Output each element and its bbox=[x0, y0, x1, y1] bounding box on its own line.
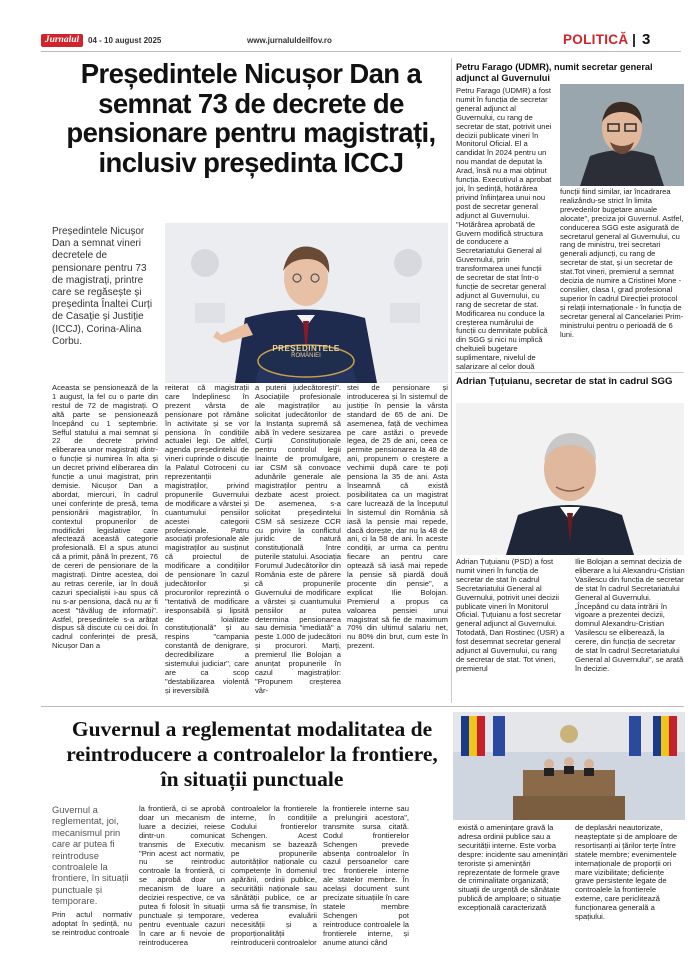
masthead-rule bbox=[41, 51, 681, 52]
tutuianu-photo bbox=[456, 403, 684, 555]
article-separator bbox=[41, 706, 684, 707]
masthead bbox=[0, 0, 696, 48]
second-headline: Guvernul a reglementat modalitatea de reintroducere a controalelor la frontiere, în situații punctuale bbox=[66, 717, 438, 791]
main-col-1: Aceasta se pensionează de la 1 august, la fel cu o parte din restul de 72 de magistrați. O altă parte se pensionează începând cu 1 septembrie. Sefful statului a mai semnat și 22 de decrete privind eliberarea unor magistrați dintr-o funcție și numirea în alta și un decret privind eliberarea din funcție a unui magistrat, prin demisie. Nicușor Dan a abordat, miercuri, în cadrul unei conferințe de presă, tema pensionării magistraților, în contextul propunerilor de modificări legislative care afectează această categorie profesională. El a spus atunci că a primit, până în prezent, 76 de cereri de pensionare de la magistrați. Dintre acestea, doi au retras cererile, iar în două cazuri specialiștii i-au spus că nu s-ar pensiona, dacă nu ar fi acest "tăvălug de informații". Astfel, președintele s-a arătat dispus să discute cu cei doi. În cadrul conferinței de presă, Nicușor Dan a bbox=[52, 383, 158, 651]
issue-date: 04 - 10 august 2025 bbox=[88, 36, 162, 45]
site-url[interactable]: www.jurnaluldeilfov.ro bbox=[247, 36, 332, 45]
farago-portrait bbox=[560, 84, 684, 186]
second-col-3: controalelor la frontierele interne, în condițiile Codului frontierelor Schengen. Acest mecanism se bazează pe propunerile autorităților naționale cu competențe în domeniul apărării, ordinii publice, securității naționale sau sănătății publice, ce ar urma să fie transmise, în vederea evaluării necesității și a proporționalității reintroducerii controalelor bbox=[231, 804, 317, 947]
logo-text: Jurnalul bbox=[44, 35, 80, 45]
second-col-5: există o amenințare gravă la adresa ordinii publice sau a securității interne. Este vorba despre: incidente sau amenințări teroriste și amenințări reprezentate de formele grave de criminalitate organizată; situații de urgență de sănătate publică de amploare; o situație excepțională caracterizată bbox=[458, 823, 568, 913]
main-lead: Președintele Nicușor Dan a semnat vineri decretele de pensionare pentru 73 de magistrați, printre care se regăsește și președinta Înaltei Curți de Casație și Justiție (ICCJ), Corina-Alina Corbu. bbox=[52, 226, 153, 347]
section-label: POLITICĂ bbox=[563, 32, 629, 47]
government-meeting-illustration bbox=[453, 712, 685, 820]
sidebar-1-title: Petru Farago (UDMR), numit secretar general adjunct al Guvernului bbox=[456, 62, 653, 83]
masthead-logo[interactable] bbox=[41, 34, 83, 47]
second-col-2: la frontieră, ci se aprobă doar un mecanism de luare a deciziei, reiese dintr-un comunicat transmis de Executiv. "Prin acest act normativ, nu se reintroduc controale la frontieră, ci se aprobă doar un mecanism de luare a deciziei respective, ce va putea fi folosit în situații punctuale și temporare, pentru eventuale cazuri în care ar fi nevoie de reintroducerea bbox=[139, 804, 225, 947]
main-col-3: a puterii judecătorești". Asociațiile profesionale ale magistraților au solicitat judecătorilor de la Instanța supremă să aibă în vedere sesizarea Curții Constituționale pentru controlul legii înainte de promulgare, iar CSM să convoace adunările generale ale magistraților pentru a dezbate acest proiect. De asemenea, s-a solicitat președintelui CSM să sesizeze CCR cu privire la conflictul juridic de natură constituțională între puterile statului. Asociația Forumul Judecătorilor din România este de părere că propunerile Guvernului de modificare a vârstei și cuantumului pensiilor ar putea determina pensionarea sau demisia "imediată" a peste 1.000 de judecători și procurori. Marți, premierul Ilie Bolojan a anunțat propunerile în cazul magistraților: "Propunem creșterea vâr- bbox=[255, 383, 341, 695]
second-lead: Guvernul a reglementat, joi, mecanismul prin care ar putea fi reintroduse controalele la frontiere, în situații punctuale și temporare. bbox=[52, 804, 129, 907]
sidebar-2-col-left: Adrian Țuțuianu (PSD) a fost numit vineri în funcția de secretar de stat în cadrul Secretariatului General al Guvernului, potrivit unei decizii publicate vineri în Monitorul Oficial. Țuțuianu a fost secretar general adjunct al Guvernului. Totodată, Dan Rostinec (USR) a fost desemnat secretar general adjunct al Guvernului, cu rang de secretar de stat. Tot vineri, premierul bbox=[456, 557, 565, 673]
main-photo bbox=[165, 223, 448, 383]
main-col-4: stei de pensionare și introducerea și în sistemul de justiție în pensie la vârsta standard de 65 de ani. De asemenea, față de vechimea pe care astăzi o prevede legea, de 25 de ani, ceea ce permite pensionarea la 48 de ani, propunem o creștere a vechimii după care te poți pensiona la 35 de ani. Asta înseamnă că există posibilitatea ca un magistrat care lucrează de la începutul în sistemul din România să iasă la pensie mai repede, dacă dorește, dar nu la 48 de ani, ci la 58 de ani. În aceste condiții, ar urma ca pentru fiecare an pentru care optează să iasă mai repede la pensie să piardă două procente din pensie", a explicat Ilie Bolojan. Premierul a propus ca valoarea pensiei unui magistrat să fie de maximum 70% din ultimul salariu net, nu 80% din brut, cum este în prezent. bbox=[347, 383, 448, 651]
government-photo bbox=[453, 712, 685, 820]
podium-banner-sub: ROMÂNIEI bbox=[291, 353, 321, 359]
sidebar-1-col-right: funcții fiind similar, iar încadrarea realizându-se strict în limita prevederilor bugetare anuale alocate", preciza joi Guvernul. Astfel, conducerea SGG este asigurată de secretarul general al Guvernului, cu rang de ministru, trei secretari generali adjuncți, cu rang de secretar de stat, și un secretar de stat.Tot vineri, premierul a semnat decizia de numire a Cristinei Mone - consilier, clasa I, grad profesional superior în cadrul Direcției protocol și relații internaționale - în funcția de secretar general al Cancelariei Prim-ministrului pentru o perioadă de 6 luni. bbox=[560, 187, 684, 339]
podium-banner: PREȘEDINTELE bbox=[272, 344, 340, 353]
farago-photo bbox=[560, 84, 684, 186]
tutuianu-portrait bbox=[456, 403, 684, 555]
sidebar-2-col-right: Ilie Bolojan a semnat decizia de eliberare a lui Alexandru-Cristian Vasilescu din funcția de secretar de stat în cadrul Secretariatului General al Guvernului. „Începând cu data intrării în vigoare a prezentei decizii, domnul Alexandru-Cristian Vasilescu se eliberează, la cerere, din funcția de secretar de stat în cadrul Secretariatului General al Guvernului", se arată în decizie. bbox=[575, 557, 685, 673]
second-col-4: la frontierele interne sau a prelungirii acestora", transmite sursa citată. Codul frontierelor Schengen prevede absența controalelor în cazul persoanelor care trec frontierele interne ale statelor membre. În același document sunt precizate situațiile în care statele membre Schengen pot reintroduce controalele la frontierele interne, și anume atunci când bbox=[323, 804, 409, 947]
sidebar-separator bbox=[455, 372, 684, 373]
podium-seal bbox=[266, 344, 346, 376]
main-col-2: reiterat că magistrații care îndeplinesc în prezent vârsta de pensionare pot rămâne în activitate și se vor pensiona în condițiile actualei legi. De altfel, agenda președintelui de vineri cuprinde o discuție la Palatul Cotroceni cu reprezentanții magistraților, privind propunerile Guvernului de modificare a vârstei și cuantumului pensiilor acestei categorii profesionale. Patru asociații profesionale ale magistraților au susținut că proiectul de modificare a condițiilor de pensionare în cazul judecătorilor și procurorilor reprezintă o "tentativă de modificare iresponsabilă și lipsită de loialitate constituțională" și au respins "campania constantă de denigrare, decredibilizare a sistemului judiciar", care are ca scop "destabilizarea violentă și ireversibilă bbox=[165, 383, 249, 695]
second-col-6: de deplasări neautorizate, neașteptate și de amploare de resortisanți ai țărilor terțe între statele membre; evenimentele internaționale de proporții ori mare vizibilitate; deficiențe grave persistente legate de controalele la frontierele externe, care periclitează funcționarea generală a spațiului. bbox=[575, 823, 678, 922]
sidebar-divider bbox=[451, 58, 452, 703]
masthead-separator bbox=[633, 34, 635, 47]
sidebar-1-col-left: Petru Farago (UDMR) a fost numit în funcția de secretar general adjunct al Guvernului, cu rang de secretar de stat, potrivit unei decizii publicate vineri în Monitorul Oficial. El a candidat în 2024 pentru un nou mandat de deputat la Arad, însă nu a mai obținut funcția. Executivul a aprobat joi, în ședință, hotărârea privind înființarea unui nou post de secretar general adjunct al Guvernului. "Hotărârea aprobată de Guvern modifică structura de conducere a Secretariatului General al Guvernului, prin transformarea unei funcții de secretar de stat într-o funcție de secretar general adjunct al Guvernului, cu rang de secretar de stat. Modificarea nu conduce la creșterea numărului de funcții cu demnitate publică din SGG și nici nu implică cheltuieli bugetare suplimentare, nivelul de salarizare al celor două bbox=[456, 86, 552, 372]
second-col-1: Prin actul normativ adoptat în ședință, nu se reintroduc controale bbox=[52, 910, 132, 937]
main-headline: Președintele Nicușor Dan a semnat 73 de decrete de pensionare pentru magistrați, inclusiv președinta ICCJ bbox=[66, 58, 436, 179]
sidebar-2-title: Adrian Țuțuianu, secretar de stat în cadrul SGG bbox=[456, 376, 673, 387]
page-number: 3 bbox=[642, 31, 651, 48]
